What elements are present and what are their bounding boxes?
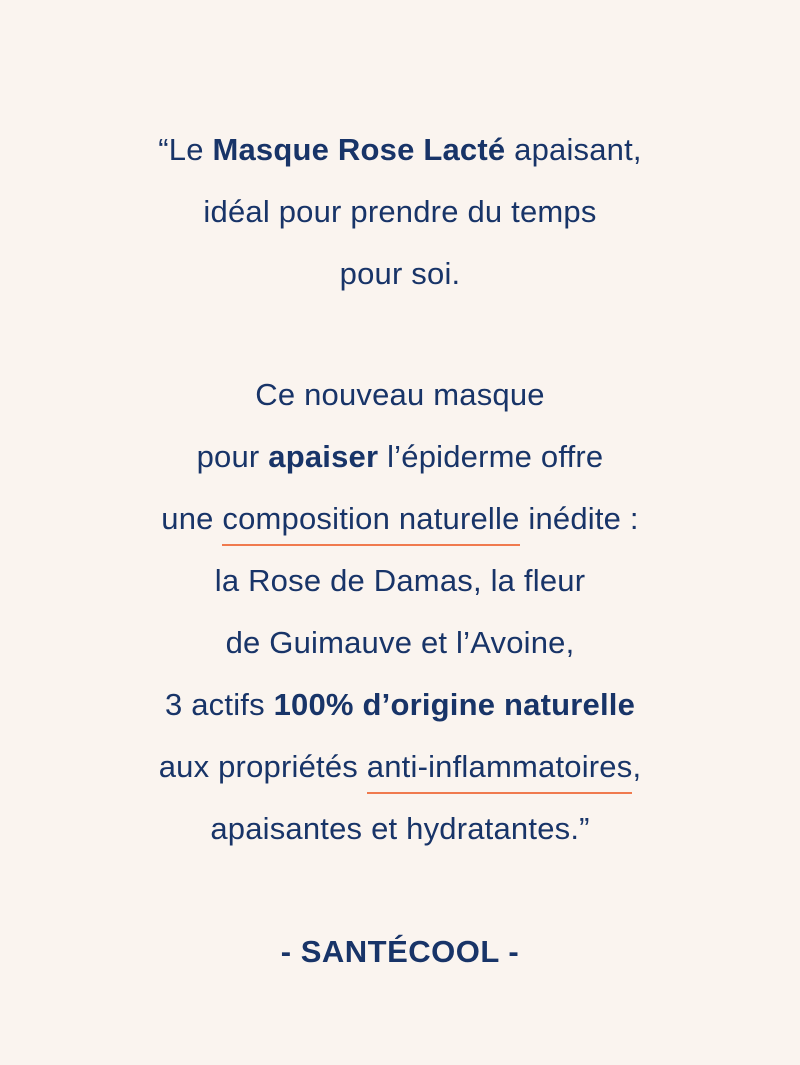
product-name: Masque Rose Lacté bbox=[212, 132, 506, 167]
intro-line-3: pour soi. bbox=[339, 256, 461, 291]
body-line-8: apaisantes et hydratantes.” bbox=[210, 811, 590, 846]
description-paragraph bbox=[0, 364, 800, 860]
body-text: l’épiderme offre bbox=[378, 439, 604, 474]
underlined-anti-inflammatory: anti-inflammatoires bbox=[367, 736, 633, 798]
body-line-7 bbox=[0, 736, 800, 798]
body-text: , bbox=[632, 749, 642, 784]
intro-text: apaisant, bbox=[505, 132, 642, 167]
body-text: aux propriétés bbox=[158, 749, 367, 784]
body-line-4: la Rose de Damas, la fleur bbox=[214, 563, 586, 598]
body-line-2 bbox=[0, 426, 800, 488]
body-text: 3 actifs bbox=[164, 687, 274, 722]
body-text: pour bbox=[196, 439, 269, 474]
emphasis-apaiser: apaiser bbox=[268, 439, 379, 474]
underlined-composition: composition naturelle bbox=[222, 488, 519, 550]
body-text: une bbox=[161, 501, 223, 536]
body-line-6 bbox=[0, 674, 800, 736]
intro-line-2: idéal pour prendre du temps bbox=[203, 194, 597, 229]
intro-text: “Le bbox=[158, 132, 213, 167]
intro-paragraph bbox=[0, 119, 800, 305]
intro-line-1 bbox=[0, 119, 800, 181]
emphasis-natural-origin: 100% d’origine naturelle bbox=[273, 687, 636, 722]
body-line-5: de Guimauve et l’Avoine, bbox=[225, 625, 575, 660]
body-text: inédite : bbox=[519, 501, 639, 536]
signature: - SANTÉCOOL - bbox=[280, 934, 520, 969]
body-line-1: Ce nouveau masque bbox=[255, 377, 545, 412]
body-line-3 bbox=[0, 488, 800, 550]
